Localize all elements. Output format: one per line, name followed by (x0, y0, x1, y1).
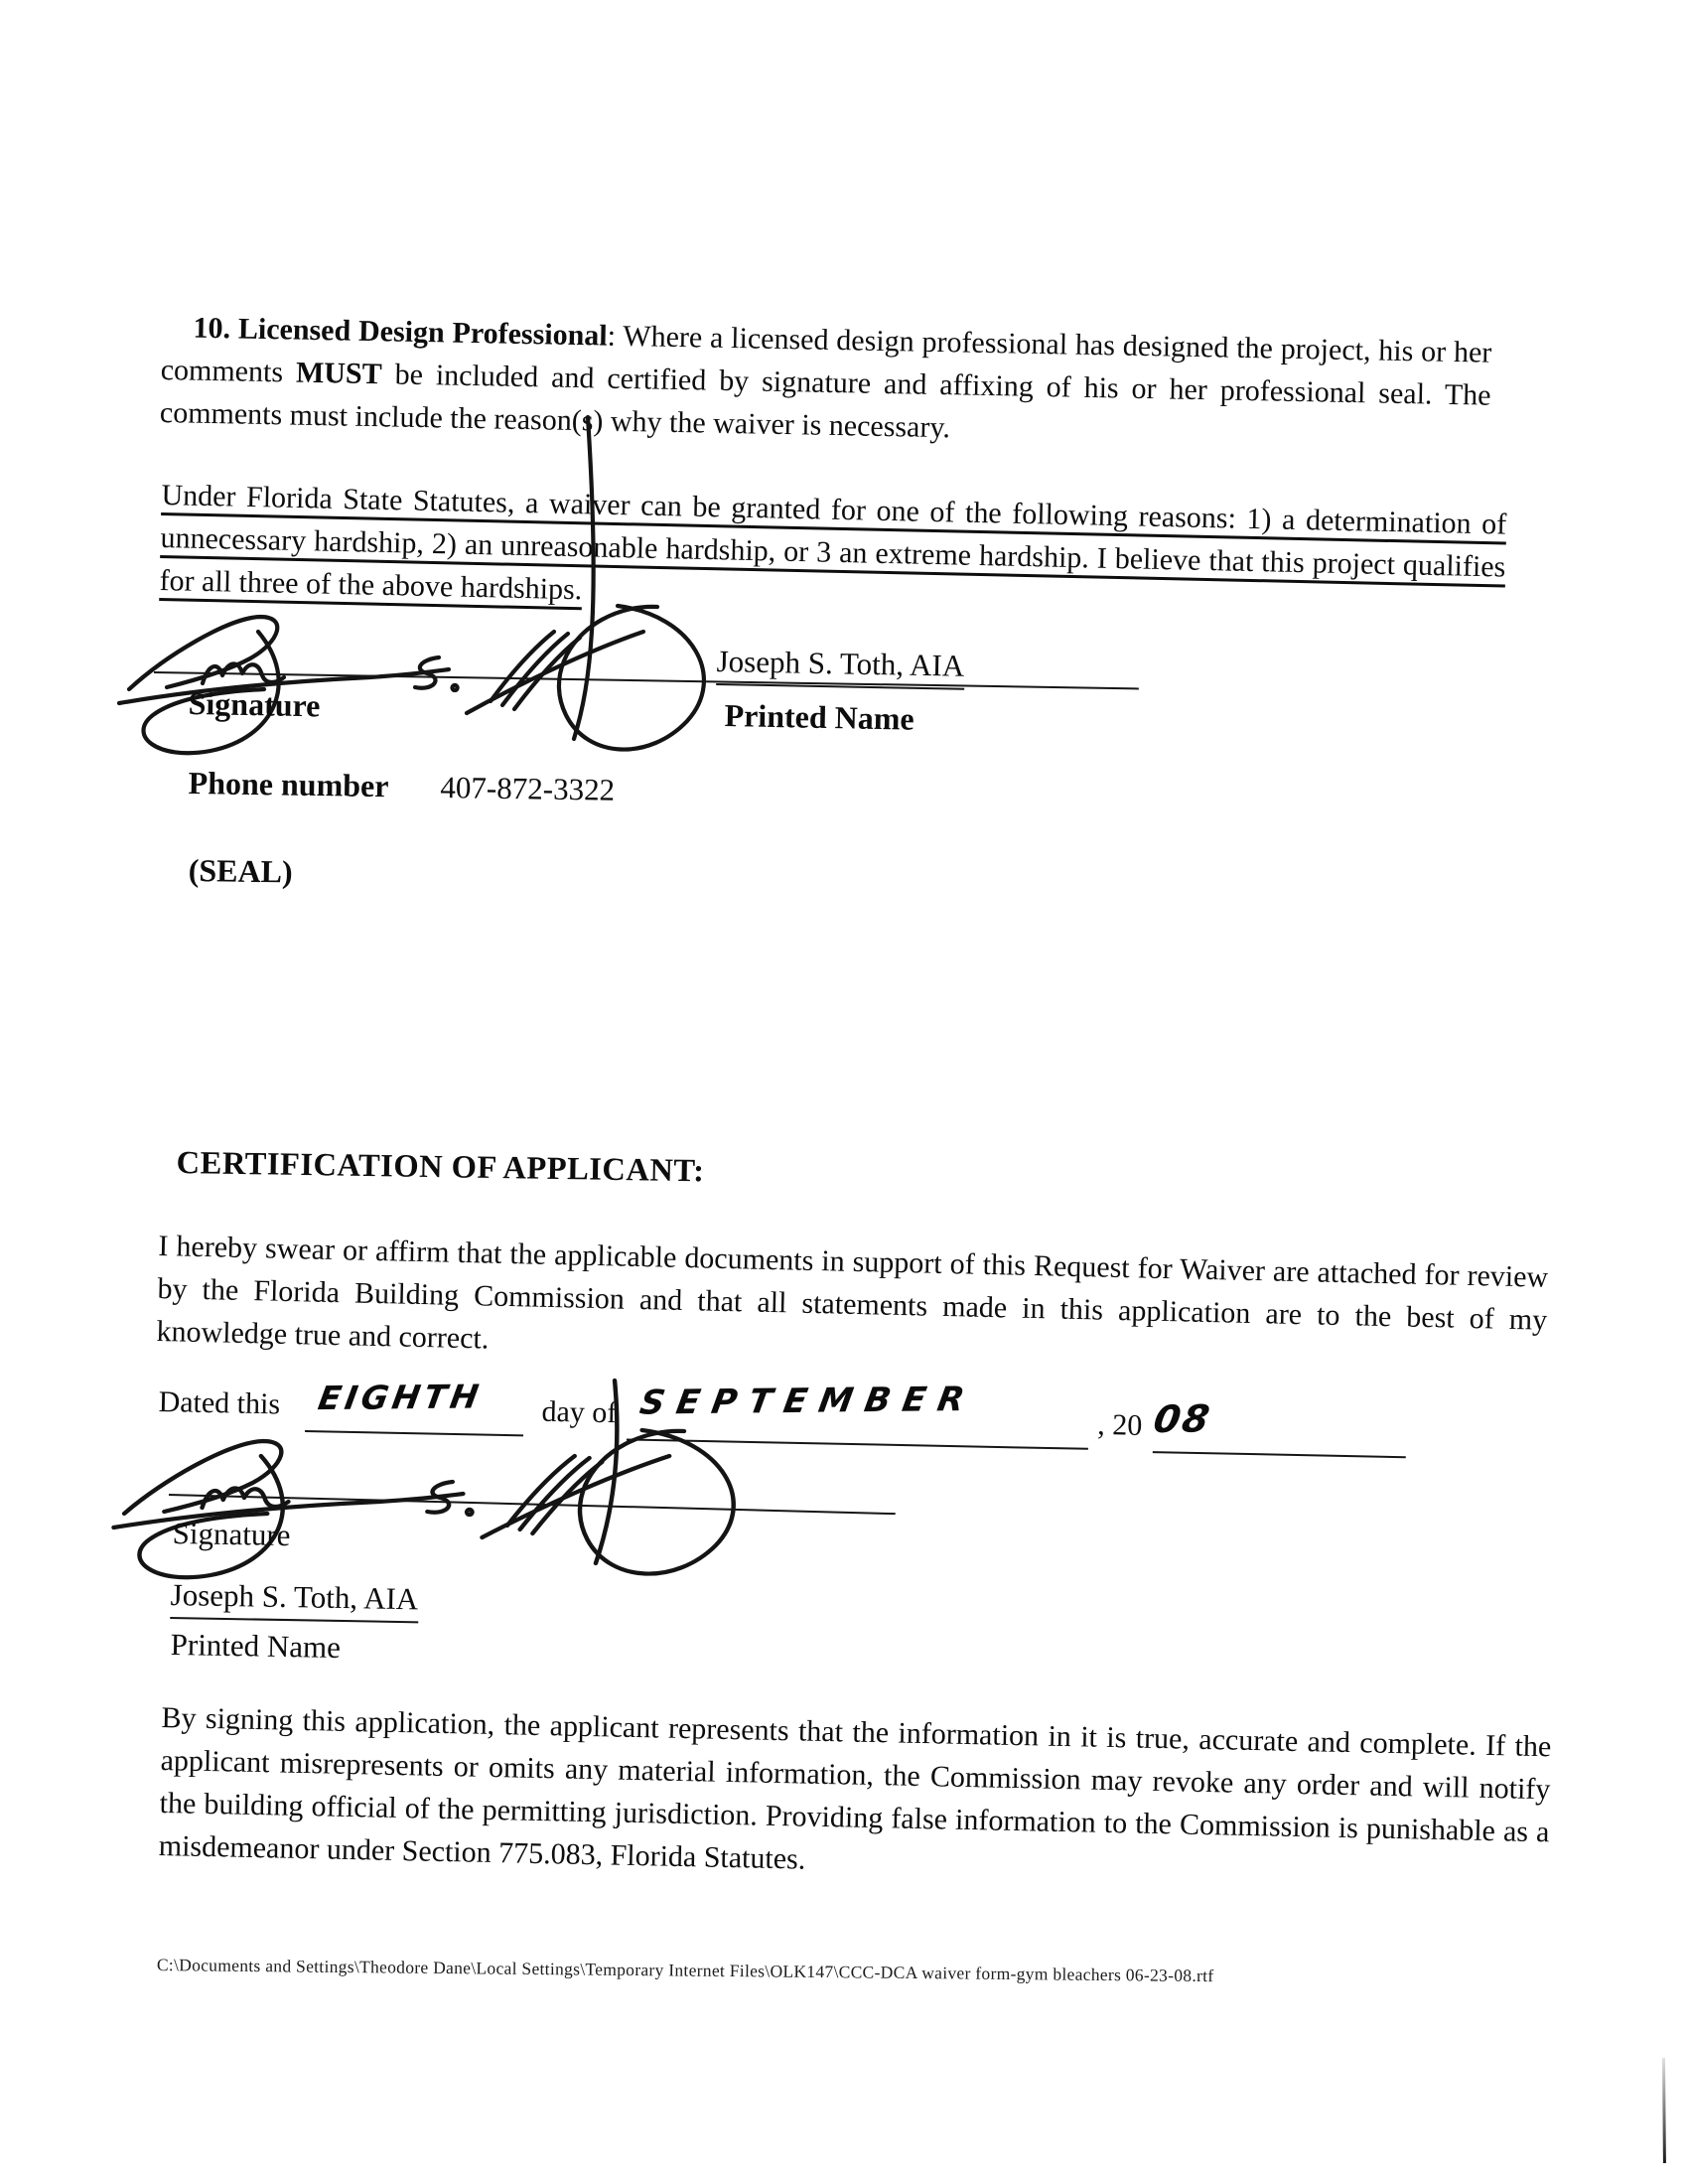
printed-name-label: Printed Name (724, 697, 915, 737)
applicant-printed-name: Joseph S. Toth, AIA (170, 1577, 418, 1623)
section-10-text: : Where a licensed design professional has designed the project, his or her comments (160, 319, 1492, 389)
section-10-text-continued: be included and certified by signature and affixing of his or her professional seal. The comments must include the reason(s) why the waiver is necessary. (159, 358, 1491, 445)
must-emphasis: MUST (295, 356, 382, 391)
certification-heading: CERTIFICATION OF APPLICANT: (176, 1145, 705, 1190)
seal-label: (SEAL) (188, 852, 293, 890)
footer-file-path: C:\Documents and Settings\Theodore Dane\Local Settings\Temporary Internet Files\OLK147\CCC-DCA waiver form-gym bleachers 06-23-08.rtf (156, 1955, 1214, 1986)
signature-label: Signature (188, 685, 321, 724)
applicant-printed-name-label: Printed Name (170, 1627, 342, 1665)
section-10-heading: 10. Licensed Design Professional (193, 311, 608, 353)
legal-notice-paragraph: By signing this application, the applicant represents that the information in it is true, accurate and complete. If the applicant misrepresents or omits any material information, the Commission may revoke any order and will notify the building official of the permitting jurisdiction. Providing false information to the Commission is punishable as a misdemeanor under Section 775.083, Florida Statutes. (158, 1700, 1552, 1876)
day-of-label: day of (541, 1394, 618, 1430)
phone-number-value: 407-872-3322 (440, 769, 616, 807)
phone-label: Phone number (188, 765, 389, 804)
section-10-paragraph (160, 306, 1492, 460)
phone-row (188, 765, 615, 808)
printed-name-design-professional: Joseph S. Toth, AIA (716, 644, 964, 690)
scan-artifact-line (1662, 2058, 1666, 2163)
applicant-signature-label: Signature (172, 1516, 291, 1553)
handwritten-month: SEPTEMBER (636, 1380, 980, 1423)
year-prefix: , 20 (1097, 1407, 1143, 1442)
signature-ink-applicant (105, 1388, 778, 1597)
hardship-statement: Under Florida State Statutes, a waiver can be granted for one of the following reasons: 1) a determination of unnecessary hardship, 2) an unreasonable hardship, or 3 an extreme hardship. I believe that this project qualifies for all three of the above hardships. (159, 478, 1507, 607)
handwritten-year: 08 (1150, 1396, 1215, 1442)
handwritten-day: EIGHTH (315, 1377, 486, 1418)
certification-statement: I hereby swear or affirm that the applicable documents in support of this Request for Waiver are attached for review by the Florida Building Commission and that all statements made in this application are to the best of my knowledge true and correct. (156, 1229, 1549, 1356)
signature-ink-design-professional (111, 564, 747, 773)
dated-prefix: Dated this (158, 1384, 281, 1421)
year-blank-line (1153, 1451, 1406, 1458)
